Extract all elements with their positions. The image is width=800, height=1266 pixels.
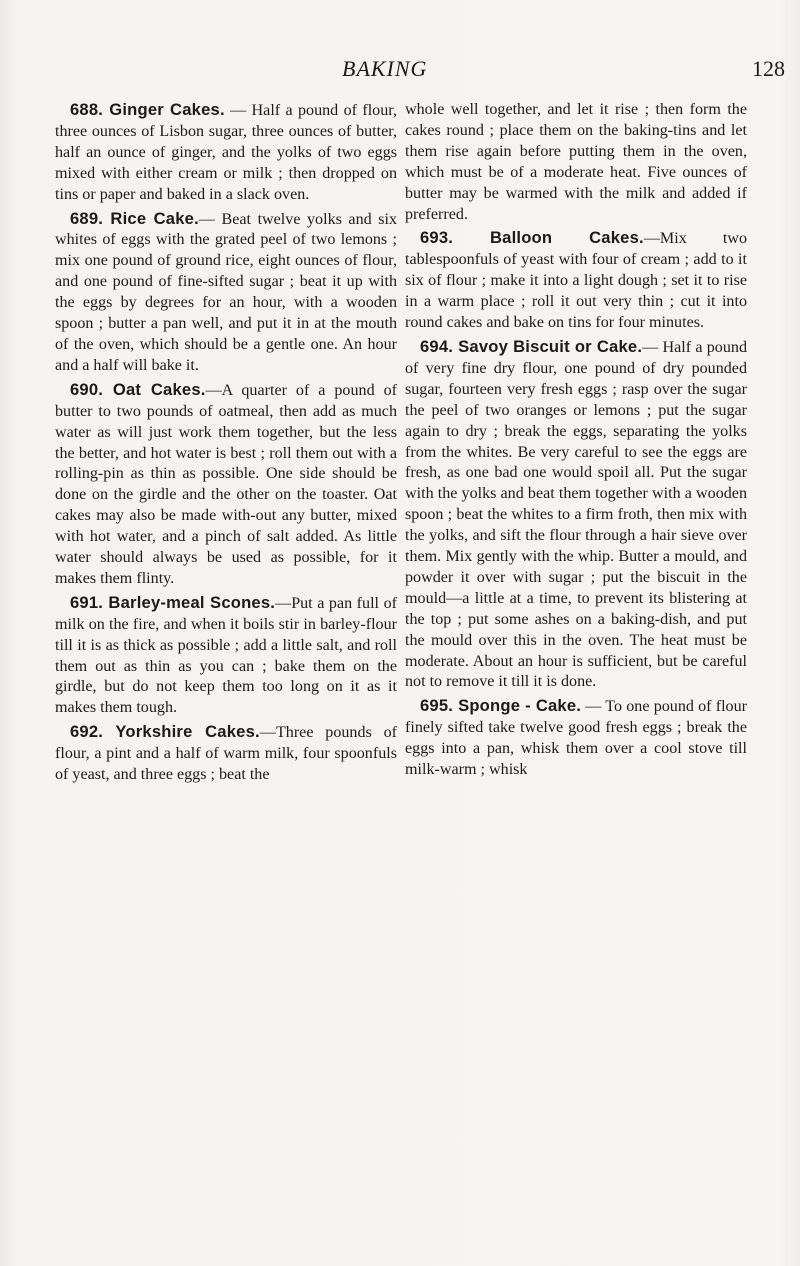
- recipe-text: whole well together, and let it rise ; then form the cakes round ; place them on the baking-tins and let them rise again before putting them in the oven, which must be of a moderate heat. Five ounces of butter may be warmed with the milk and added if preferred.: [405, 101, 747, 223]
- running-head: [0, 56, 800, 96]
- recipe-text: — Beat twelve yolks and six whites of eggs with the grated peel of two lemons ; mix one pound of ground rice, eight ounces of flour, and one pound of fine-sifted sugar ; beat it up with the eggs by degrees for an hour, with a wooden spoon ; butter a pan well, and put it in at the mouth of the oven, which should be a gentle one. An hour and a half will bake it.: [55, 210, 397, 374]
- recipe-688: [55, 100, 397, 206]
- recipe-text: —A quarter of a pound of butter to two pounds of oatmeal, then add as much water as will just work them together, but the less the better, and hot water is best ; roll them out with a rolling-pin as thin as possible. One side should be done on the girdle and the other on the toaster. Oat cakes may also be made with-out any butter, mixed with hot water, and a pinch of salt added. As little water should always be used as possible, for it makes them flinty.: [55, 381, 397, 587]
- recipe-heading: 689. Rice Cake.: [70, 208, 199, 228]
- recipe-heading: 692. Yorkshire Cakes.: [70, 722, 260, 742]
- recipe-heading: 695. Sponge - Cake.: [420, 696, 582, 716]
- running-title: BAKING: [342, 56, 428, 81]
- recipe-694: [405, 337, 747, 693]
- page-number: 128: [752, 56, 785, 81]
- recipe-692-continued: [405, 100, 747, 225]
- recipe-heading: 690. Oat Cakes.: [70, 379, 206, 399]
- recipe-heading: 691. Barley-meal Scones.: [70, 592, 276, 612]
- recipe-heading: 693. Balloon Cakes.: [420, 228, 644, 248]
- recipe-693: [405, 228, 747, 334]
- recipe-heading: 688. Ginger Cakes.: [70, 100, 225, 119]
- left-column: [55, 100, 397, 786]
- recipe-text: —Put a pan full of milk on the fire, and when it boils stir in barley-flour till it is as thick as possible ; add a little salt, and roll them out as thin as you can ; bake them on the girdle, but do not keep them too long on it as it makes them tough.: [55, 594, 397, 717]
- recipe-text: — Half a pound of flour, three ounces of Lisbon sugar, three ounces of butter, half an ounce of ginger, and the yolks of two eggs mixed with either cream or milk ; then dropped on tins or paper and baked in a slack oven.: [55, 102, 397, 203]
- recipe-heading: 694. Savoy Biscuit or Cake.: [420, 336, 643, 356]
- right-column: [405, 100, 747, 781]
- recipe-695: [405, 696, 747, 781]
- recipe-text: — Half a pound of very fine dry flour, one pound of dry pounded sugar, fourteen very fresh eggs ; rasp over the sugar the peel of two oranges or lemons ; put the sugar again to dry ; break the eggs, separating the yolks from the whites. Be very careful to see the eggs are fresh, as one bad one would spoil all. Put the sugar with the yolks and beat them together with a wooden spoon ; beat the whites to a firm froth, then mix with the yolks, and sift the flour through a hair sieve over them. Mix gently with the whip. Butter a mould, and powder it over with sugar ; put the biscuit in the mould—a little at a time, to prevent its blistering at the top ; put some ashes on a baking-dish, and put the mould over this in the oven. The heat must be moderate. About an hour is sufficient, but be careful not to remove it till it is done.: [405, 338, 747, 691]
- recipe-text: —Three pounds of flour, a pint and a half of warm milk, four spoonfuls of yeast, and three eggs ; beat the: [55, 724, 397, 784]
- recipe-692: [55, 722, 397, 786]
- recipe-691: [55, 593, 397, 719]
- recipe-690: [55, 380, 397, 590]
- recipe-text: —Mix two tablespoonfuls of yeast with four of cream ; add to it six of flour ; make it into a light dough ; set it to rise in a warm place ; roll it out very thin ; cut it into round cakes and bake on tins for four minutes.: [405, 230, 747, 332]
- recipe-text: — To one pound of flour finely sifted take twelve good fresh eggs ; break the eggs into a pan, whisk them over a cool stove till milk-warm ; whisk: [405, 698, 748, 779]
- recipe-689: [55, 209, 397, 377]
